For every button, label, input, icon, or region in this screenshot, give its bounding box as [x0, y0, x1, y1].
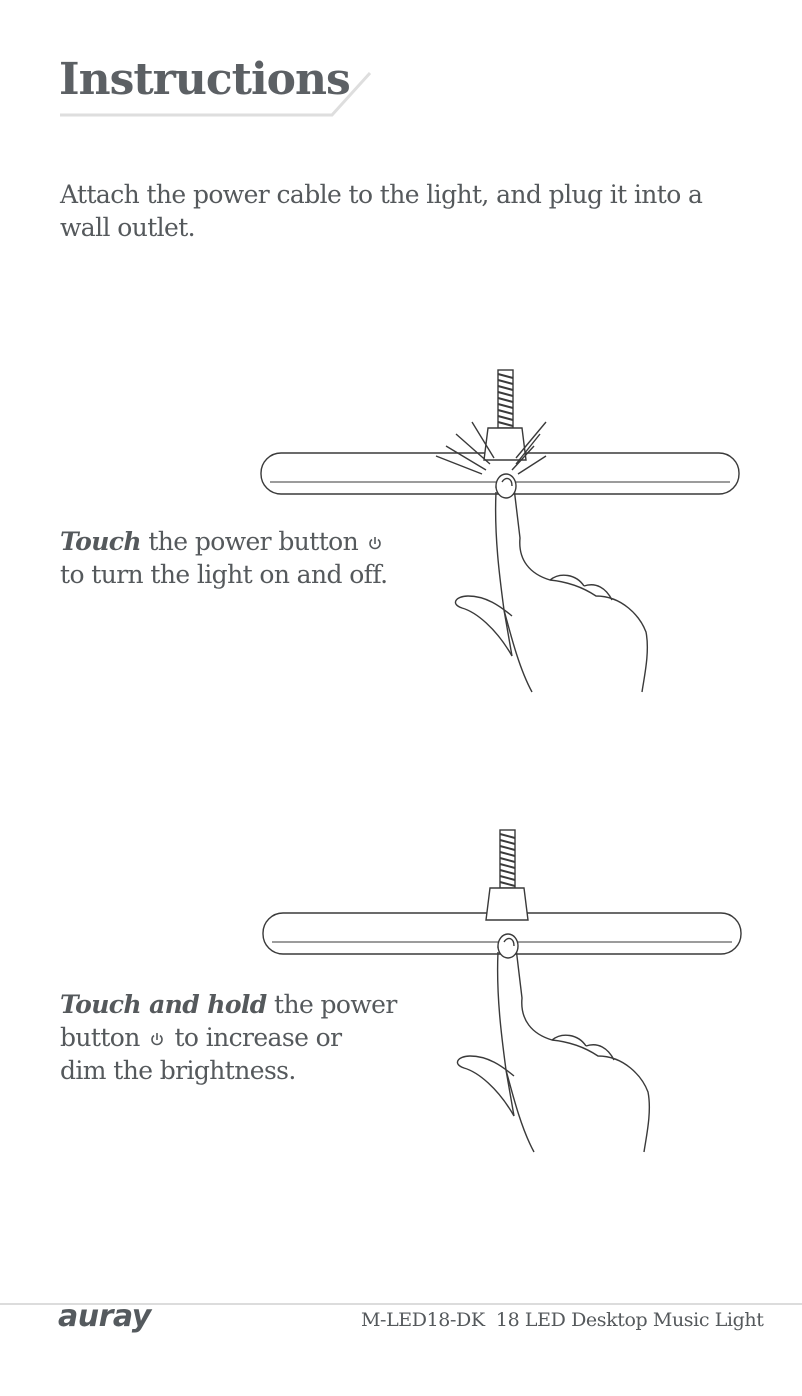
footer-product-name: 18 LED Desktop Music Light	[495, 1309, 764, 1331]
step-touch-text	[60, 525, 387, 591]
page-title: Instructions	[59, 54, 350, 105]
power-icon	[367, 535, 383, 551]
step-touch-text-line2: to turn the light on and off.	[60, 560, 388, 589]
brand-logo: auray	[58, 1299, 151, 1334]
power-icon	[149, 1031, 165, 1047]
step-hold-text-line1: the power	[266, 990, 397, 1019]
step-hold-text	[60, 988, 397, 1087]
intro-text: Attach the power cable to the light, and plug it into a wall outlet.	[60, 180, 703, 242]
footer-model-number: M-LED18-DK	[361, 1309, 485, 1331]
step-touch-emphasis: Touch	[60, 527, 141, 556]
step-touch-text-line1: the power button	[141, 527, 366, 556]
footer-product-info	[361, 1309, 763, 1331]
step-hold-text-line2a: button	[60, 1023, 148, 1052]
step-hold-text-line2b: to increase or	[167, 1023, 342, 1052]
step-hold-emphasis: Touch and hold	[60, 990, 267, 1019]
title-underline	[58, 68, 378, 122]
step-hold-text-line3: dim the brightness.	[60, 1056, 296, 1085]
